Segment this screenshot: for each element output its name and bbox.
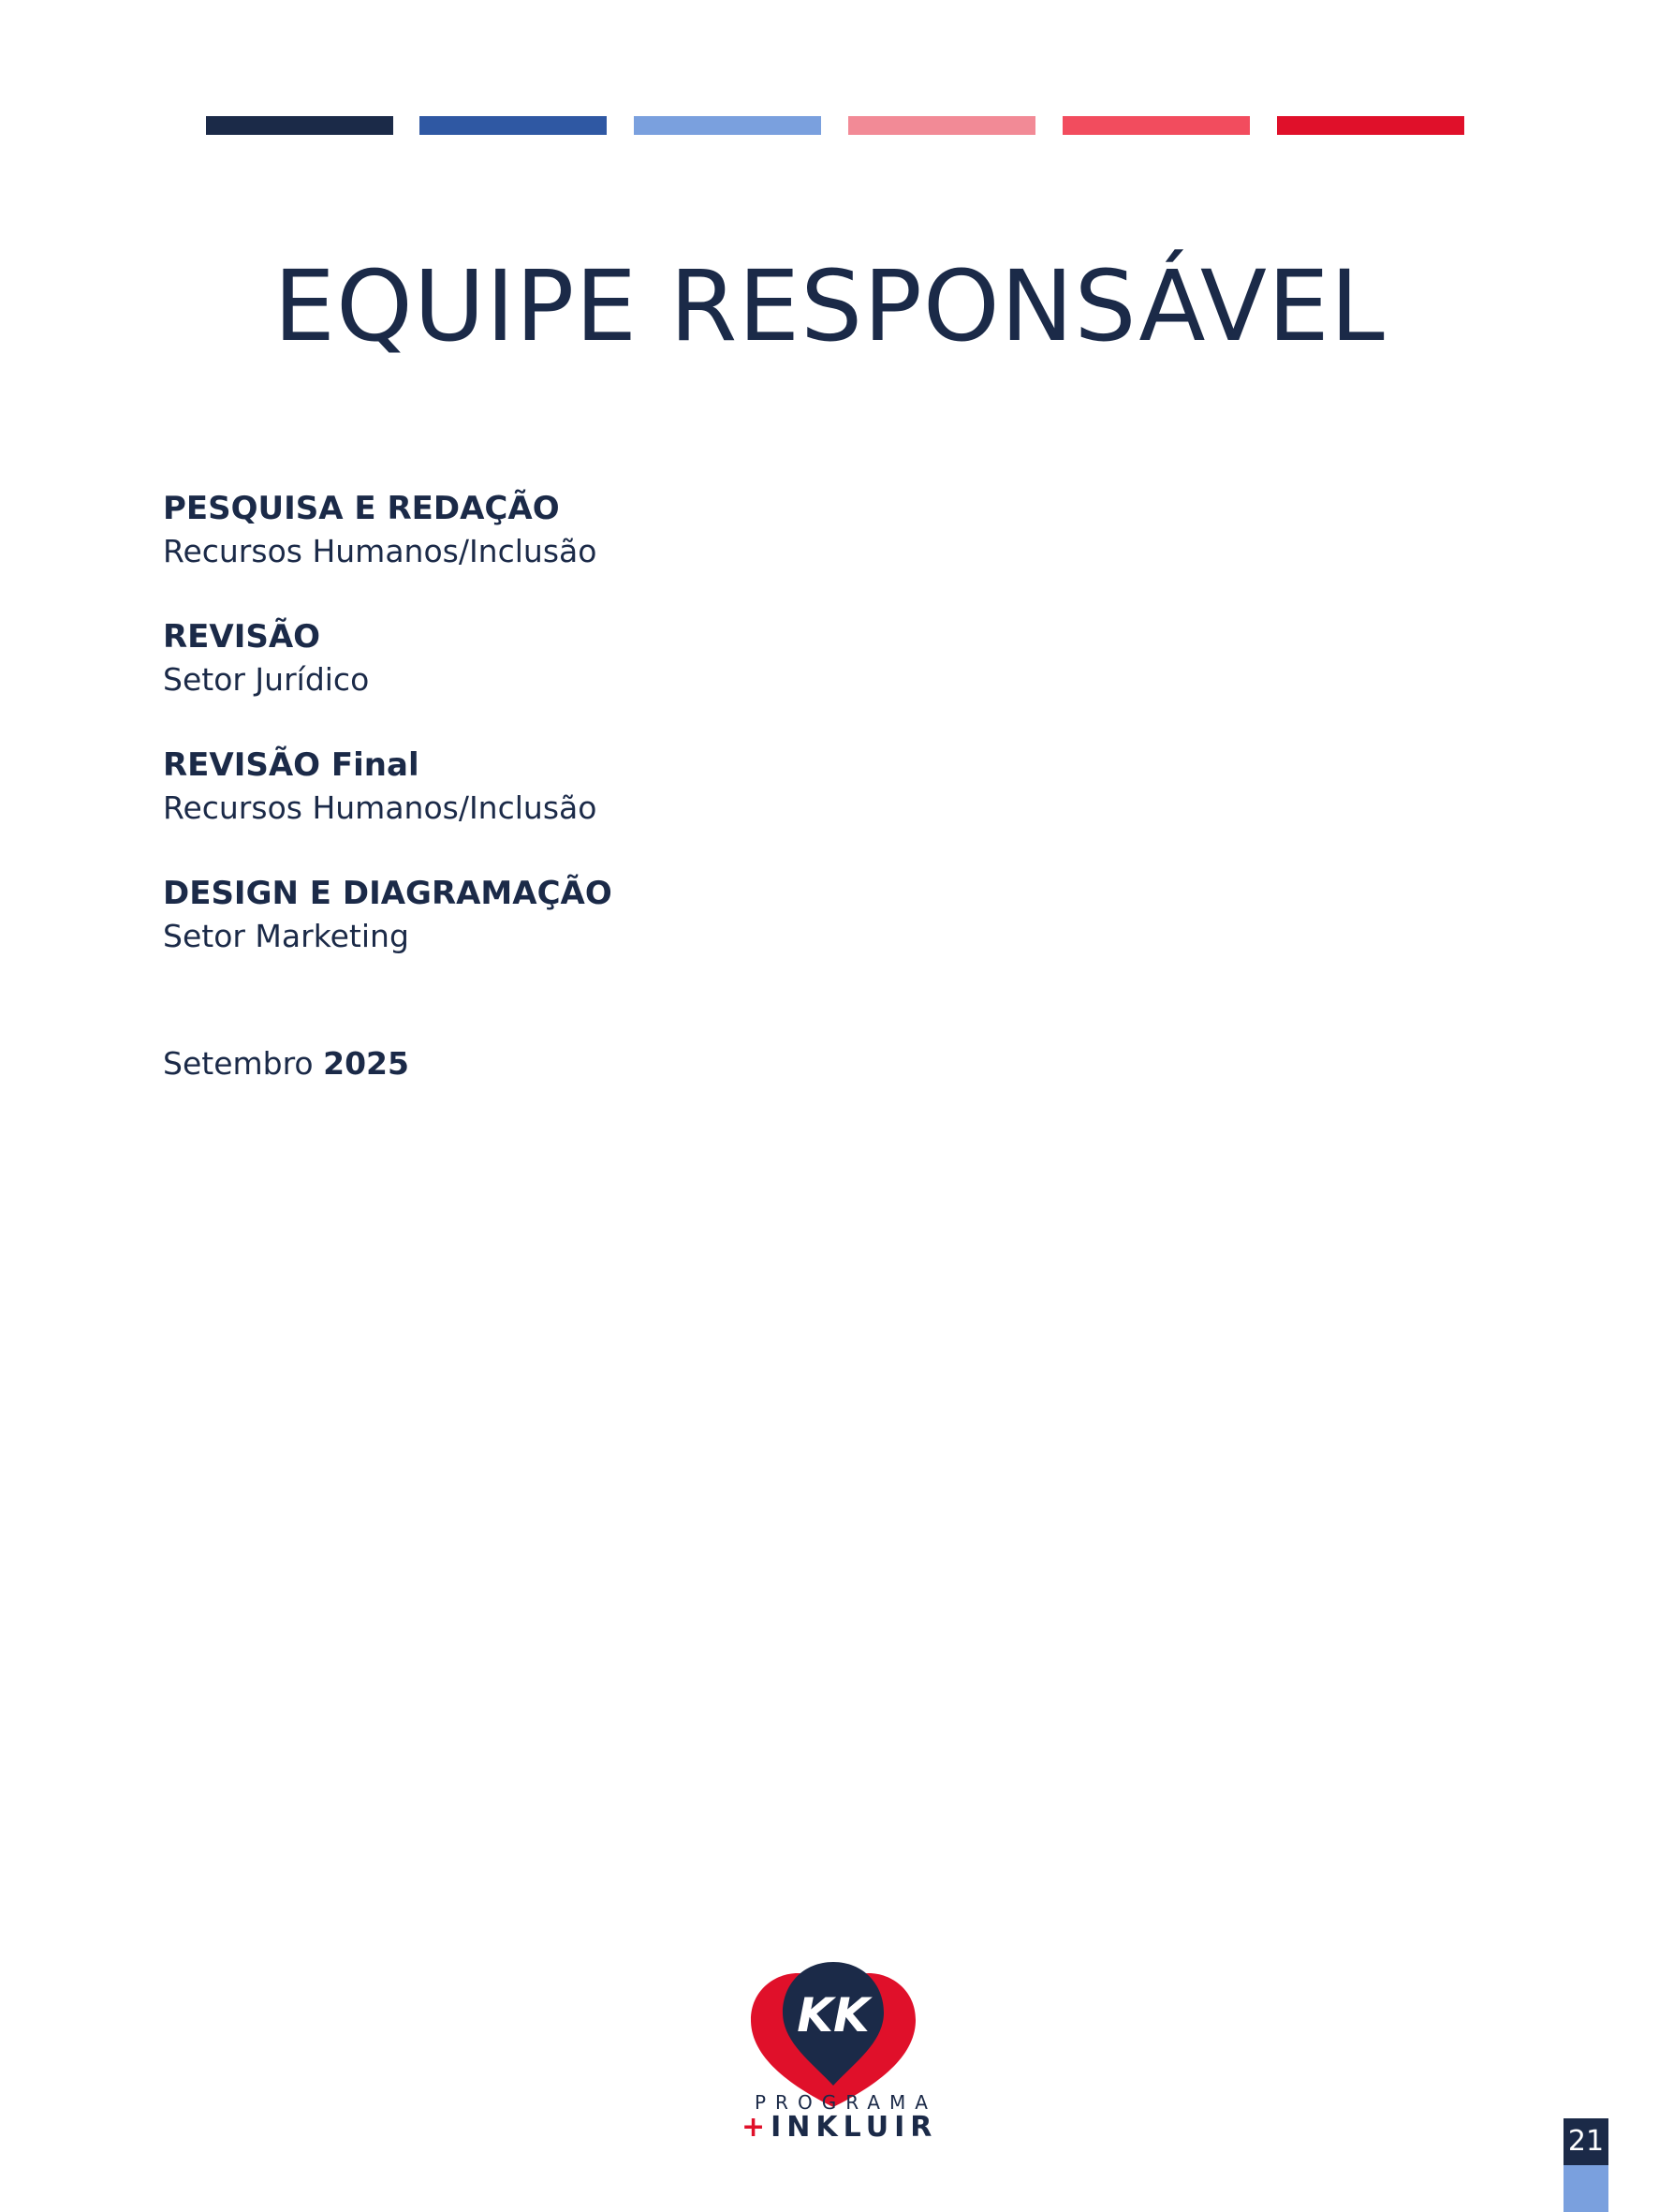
publication-date [163, 1042, 409, 1085]
plus-icon: + [741, 2111, 771, 2144]
credit-heading: PESQUISA E REDAÇÃO [163, 490, 560, 527]
stripe-blue [419, 116, 607, 135]
credit-value: Recursos Humanos/Inclusão [163, 789, 597, 826]
credit-design-layout [163, 872, 1193, 1000]
stripe-pink [848, 116, 1035, 135]
credit-value: Setor Marketing [163, 918, 409, 954]
logo-program-label: PROGRAMA [755, 2091, 937, 2114]
credit-heading: DESIGN E DIAGRAMAÇÃO [163, 875, 612, 912]
logo-brand-text: INKLUIR [771, 2111, 938, 2144]
credit-value: Setor Jurídico [163, 661, 370, 698]
page-title: EQUIPE RESPONSÁVEL [273, 249, 1386, 363]
stripe-navy [206, 116, 393, 135]
page-number: 21 [1564, 2118, 1608, 2165]
stripe-red [1277, 116, 1464, 135]
date-month: Setembro [163, 1045, 314, 1082]
credit-heading: REVISÃO Final [163, 746, 419, 784]
stripe-coral [1063, 116, 1250, 135]
logo-monogram: KK [797, 1988, 870, 2042]
stripe-light-blue [634, 116, 821, 135]
credit-research-writing [163, 487, 1193, 615]
date-year: 2025 [323, 1045, 409, 1082]
credit-heading: REVISÃO [163, 618, 321, 656]
logo-brand-label [741, 2111, 937, 2144]
credits-list [163, 487, 1193, 1000]
credit-review [163, 615, 1193, 744]
color-stripes [0, 116, 1659, 135]
credit-final-review [163, 744, 1193, 872]
credit-value: Recursos Humanos/Inclusão [163, 533, 597, 569]
